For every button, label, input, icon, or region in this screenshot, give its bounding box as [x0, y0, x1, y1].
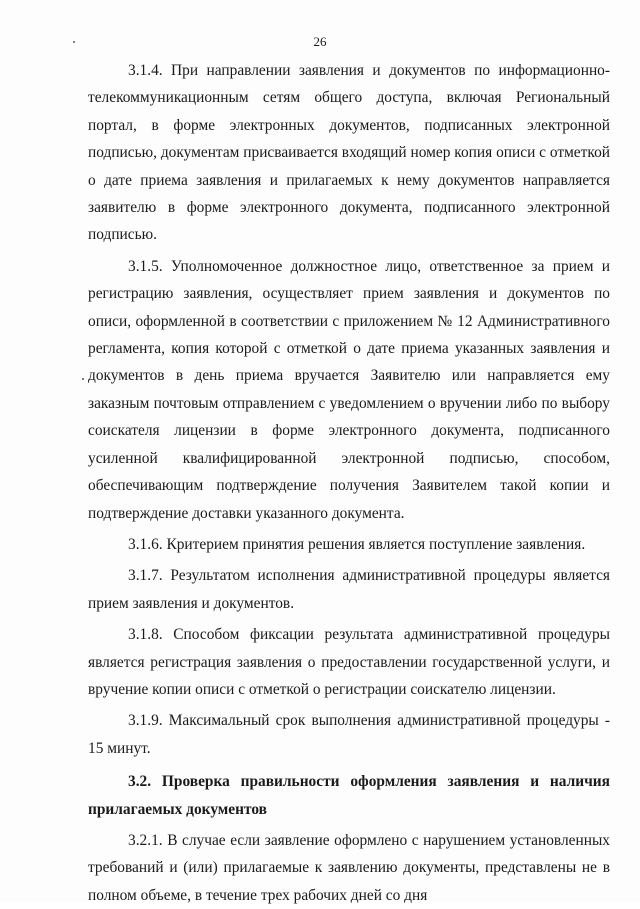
paragraph-3-1-6: 3.1.6. Критерием принятия решения является поступление заявления. — [128, 535, 586, 553]
scan-speck — [82, 378, 84, 380]
paragraph-3-1-8: 3.1.8. Способом фиксации результата административной процедуры является регистрация заявления о предоставлении государственной услуги, и вручение копии описи с отметкой о регистрации соискателю лицензии. — [88, 626, 610, 698]
paragraph-3-1-4: 3.1.4. При направлении заявления и документов по информационно-телекоммуникационным сетям общего доступа, включая Региональный портал, в форме электронных документов, подписанных электронной подписью, документам присваивается входящий номер копия описи с отметкой о дате приема заявления и прилагаемых к нему документов направляется заявителю в форме электронного документа, подписанного электронной подписью. — [88, 62, 610, 244]
section-heading-3-2: 3.2. Проверка правильности оформления заявления и наличия прилагаемых документов — [88, 773, 610, 818]
scan-speck — [73, 41, 75, 43]
paragraph-3-1-9: 3.1.9. Максимальный срок выполнения административной процедуры - 15 минут. — [88, 712, 610, 757]
paragraph-3-1-5: 3.1.5. Уполномоченное должностное лицо, ответственное за прием и регистрацию заявления, осуществляет прием заявления и документов по описи, оформленной в соответствии с приложением № 12 Административного регламента, копия которой с отметкой о дате приема указанных заявления и документов в день приема вручается Заявителю или направляется ему заказным почтовым отправлением с уведомлением о вручении либо по выбору соискателя лицензии в форме электронного документа, подписанного усиленной квалифицированной электронной подписью, способом, обеспечивающим подтверждение получения Заявителем такой копии и подтверждение доставки указанного документа. — [88, 257, 610, 522]
paragraph-3-2-1: 3.2.1. В случае если заявление оформлено с нарушением установленных требований и (или) прилагаемые к заявлению документы, представлены не в полном объеме, в течение трех рабочих дней со дня — [88, 831, 610, 904]
page-number: 26 — [313, 34, 327, 49]
document-body — [88, 57, 610, 909]
paragraph-3-1-7: 3.1.7. Результатом исполнения административной процедуры является прием заявления и документов. — [88, 567, 610, 612]
